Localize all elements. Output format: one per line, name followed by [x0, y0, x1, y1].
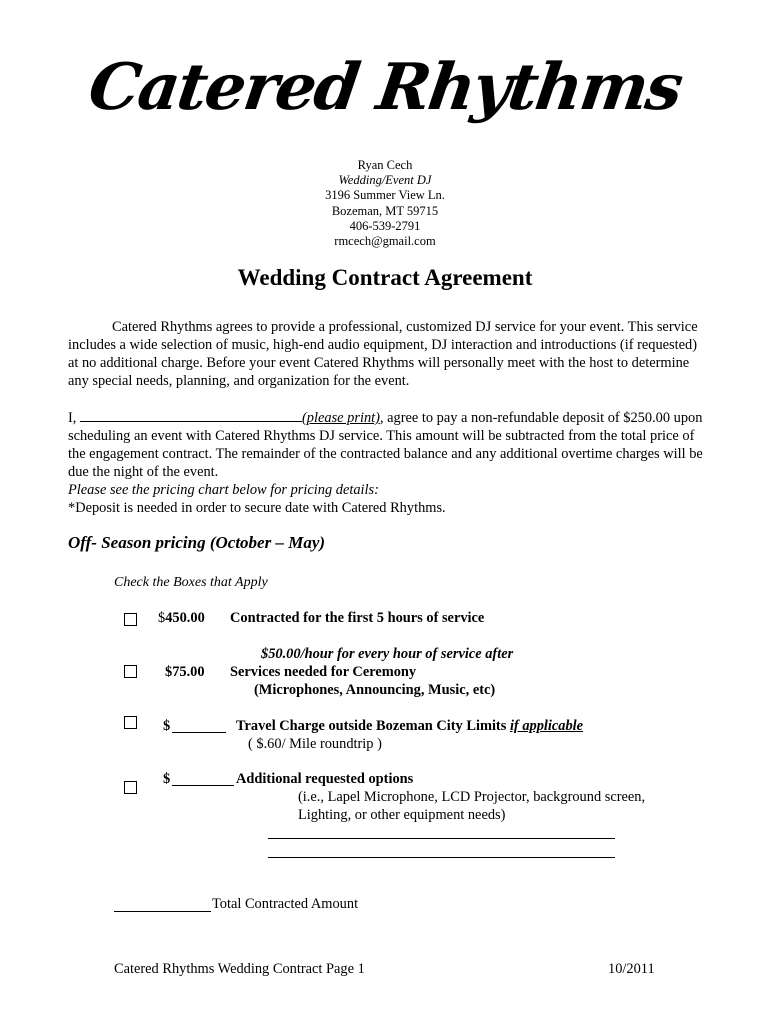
travel-detail: ( $.60/ Mile roundtrip ) — [248, 736, 382, 752]
additional-options-line-2[interactable] — [268, 857, 615, 858]
base-price-symbol: $ — [158, 610, 166, 626]
deposit-prefix: I, — [68, 410, 77, 426]
additional-detail-2: Lighting, or other equipment needs) — [298, 807, 506, 823]
contact-block — [0, 158, 770, 249]
travel-label — [236, 718, 583, 735]
logo: Catered Rhythms — [84, 50, 686, 125]
please-print-label: (please print) — [302, 410, 380, 426]
travel-price-symbol: $ — [163, 718, 171, 734]
contact-phone: 406-539-2791 — [349, 218, 421, 233]
contact-address: 3196 Summer View Ln. — [325, 188, 445, 203]
contact-city: Bozeman, MT 59715 — [331, 203, 439, 218]
base-price — [158, 610, 205, 627]
total-label: Total Contracted Amount — [212, 896, 359, 912]
intro-paragraph: Catered Rhythms agrees to provide a professional, customized DJ service for your event. This service includes a wide selection of music, high-end audio equipment, DJ interaction and introductions (if requested) at no additional charge. Before your event Catered Rhythms will personally meet with the host to determine any special needs, planning, and organization for the event. — [68, 319, 698, 389]
page-title: Wedding Contract Agreement — [237, 265, 533, 290]
base-service-label: Contracted for the first 5 hours of service — [230, 610, 485, 626]
ceremony-label: Services needed for Ceremony — [230, 664, 417, 680]
deposit-text: , agree to pay a non-refundable deposit of $250.00 upon scheduling an event with Catered Rhythms DJ service. This amount will be subtracted from the total price of the engagement contract. The remainder of the contracted balance and any additional overtime charges will be due the night of the event. — [68, 410, 703, 480]
check-hint: Check the Boxes that Apply — [114, 575, 268, 590]
additional-price-symbol: $ — [163, 771, 171, 787]
travel-label-text: Travel Charge outside Bozeman City Limits — [236, 718, 510, 734]
season-heading: Off- Season pricing (October – May) — [68, 533, 326, 552]
pricing-note: Please see the pricing chart below for pricing details: — [68, 482, 379, 498]
additional-amount-blank[interactable] — [172, 785, 234, 786]
deposit-note: *Deposit is needed in order to secure date with Catered Rhythms. — [68, 500, 446, 516]
travel-label-emph: if applicable — [509, 718, 584, 734]
checkbox-additional[interactable] — [124, 781, 137, 794]
total-amount-blank[interactable] — [114, 911, 211, 912]
contact-role: Wedding/Event DJ — [338, 173, 432, 188]
name-blank-field[interactable] — [80, 408, 302, 422]
travel-amount-blank[interactable] — [172, 732, 226, 733]
additional-label: Additional requested options — [236, 771, 414, 787]
footer-date: 10/2011 — [608, 961, 655, 977]
ceremony-price: $75.00 — [165, 664, 205, 680]
checkbox-base-service[interactable] — [124, 613, 137, 626]
base-price-value: 450.00 — [165, 610, 205, 626]
additional-options-line-1[interactable] — [268, 838, 615, 839]
additional-detail-1: (i.e., Lapel Microphone, LCD Projector, background screen, — [298, 789, 646, 805]
checkbox-travel[interactable] — [124, 716, 137, 729]
ceremony-detail: (Microphones, Announcing, Music, etc) — [254, 682, 496, 698]
checkbox-ceremony[interactable] — [124, 665, 137, 678]
contact-email: rmcech@gmail.com — [334, 234, 436, 249]
hourly-rate-note: $50.00/hour for every hour of service after — [261, 646, 514, 662]
deposit-paragraph — [68, 408, 708, 517]
footer-left: Catered Rhythms Wedding Contract Page 1 — [114, 961, 365, 977]
contact-name: Ryan Cech — [357, 158, 413, 172]
